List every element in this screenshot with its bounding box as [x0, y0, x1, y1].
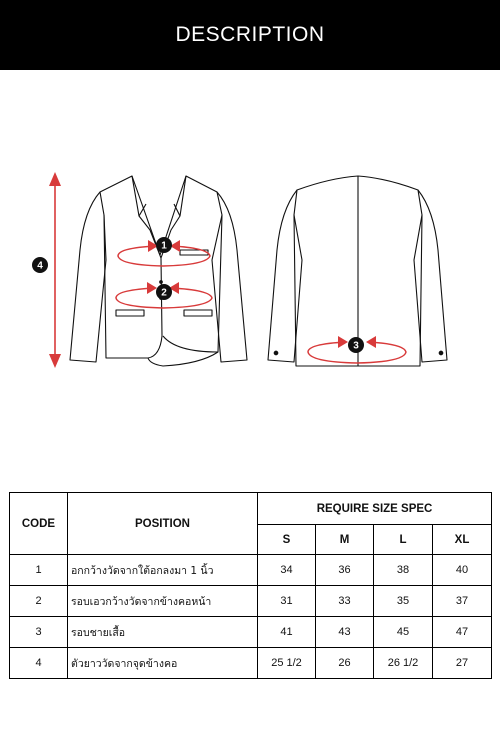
length-arrow [49, 172, 61, 368]
value-s: 34 [258, 555, 316, 586]
value-l: 45 [374, 617, 433, 648]
size-m-header: M [316, 525, 374, 555]
value-s: 25 1/2 [258, 648, 316, 679]
code-header: CODE [10, 493, 68, 555]
marker-2 [156, 284, 172, 300]
size-l-header: L [374, 525, 433, 555]
value-s: 41 [258, 617, 316, 648]
value-m: 33 [316, 586, 374, 617]
value-m: 26 [316, 648, 374, 679]
value-s: 31 [258, 586, 316, 617]
value-l: 26 1/2 [374, 648, 433, 679]
marker-4-label: 4 [37, 260, 43, 272]
size-spec-table [9, 492, 492, 679]
table-row [10, 586, 492, 617]
page-title: DESCRIPTION [175, 23, 325, 46]
value-xl: 40 [433, 555, 492, 586]
table-header-row [10, 493, 492, 525]
table-row [10, 648, 492, 679]
garment-diagram [0, 70, 500, 490]
row-code: 3 [10, 617, 68, 648]
value-xl: 47 [433, 617, 492, 648]
row-code: 4 [10, 648, 68, 679]
table-row [10, 555, 492, 586]
value-xl: 37 [433, 586, 492, 617]
marker-3-label: 3 [353, 340, 359, 352]
size-s-header: S [258, 525, 316, 555]
value-l: 38 [374, 555, 433, 586]
value-xl: 27 [433, 648, 492, 679]
value-l: 35 [374, 586, 433, 617]
marker-4 [32, 257, 48, 273]
row-code: 2 [10, 586, 68, 617]
value-m: 36 [316, 555, 374, 586]
page-header [0, 0, 500, 70]
size-spec-header: REQUIRE SIZE SPEC [258, 493, 492, 525]
row-code: 1 [10, 555, 68, 586]
marker-2-label: 2 [161, 287, 167, 299]
marker-1-label: 1 [161, 240, 167, 252]
row-position: ตัวยาววัดจากจุดข้างคอ [68, 648, 258, 679]
row-position: รอบเอวกว้างวัดจากข้างคอหน้า [68, 586, 258, 617]
table-row [10, 617, 492, 648]
size-xl-header: XL [433, 525, 492, 555]
position-header: POSITION [68, 493, 258, 555]
marker-3 [348, 337, 364, 353]
row-position: อกกว้างวัดจากใต้อกลงมา 1 นิ้ว [68, 555, 258, 586]
jacket-front-drawing [70, 176, 247, 366]
marker-1 [156, 237, 172, 253]
value-m: 43 [316, 617, 374, 648]
row-position: รอบชายเสื้อ [68, 617, 258, 648]
